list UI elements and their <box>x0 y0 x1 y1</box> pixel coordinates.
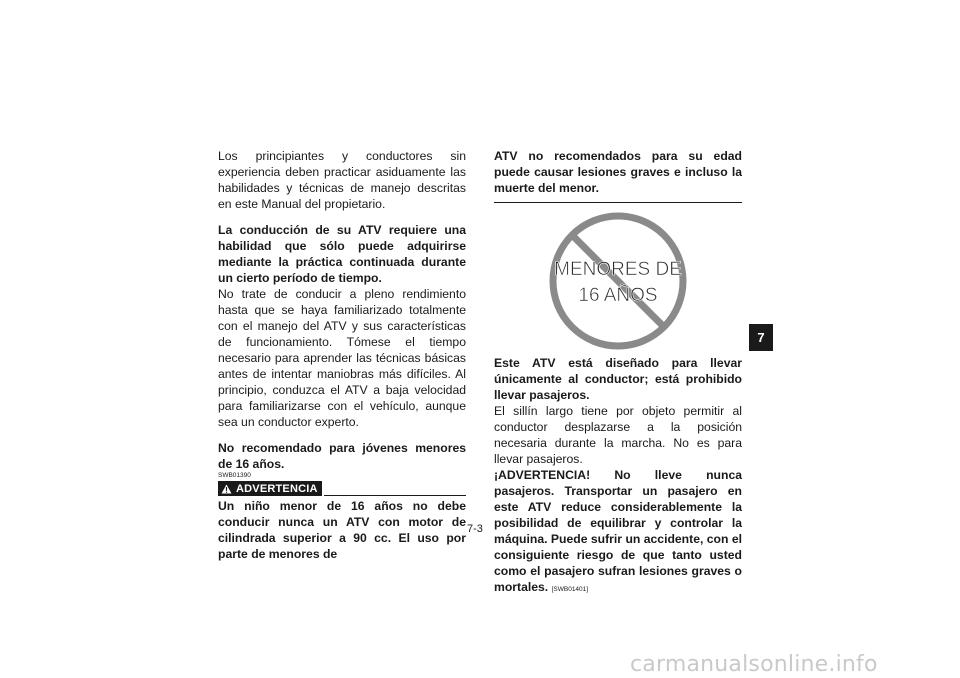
passenger-heading: Este ATV está diseñado para llevar únicamente al conductor; está prohibido llevar pasajeros. <box>494 356 742 402</box>
warning-text: Un niño menor de 16 años no debe conducir nunca un ATV con motor de cilindrada superior a 90 cc. El uso por parte de menores de <box>218 499 466 561</box>
warning-rule <box>324 495 466 496</box>
chapter-tab: 7 <box>749 324 773 351</box>
intro-paragraph: Los principiantes y conductores sin experiencia deben practicar asiduamente las habilidades y técnicas de manejo descritas en este Manual del propietario. <box>218 149 466 211</box>
left-column <box>218 148 466 562</box>
sign-text-line2: 16 AÑOS <box>578 285 658 306</box>
warning-triangle-icon <box>221 484 232 494</box>
warning-header <box>218 480 466 496</box>
warning-badge <box>218 481 322 496</box>
warning-label: ADVERTENCIA <box>236 482 318 495</box>
right-column <box>494 148 742 598</box>
warning-code-2: [SWB01401] <box>551 586 589 593</box>
age-heading: No recomendado para jóvenes menores de 16 años. <box>218 441 466 471</box>
skill-paragraph-bold: La conducción de su ATV requiere una habilidad que sólo puede adquirirse mediante la práctica continuada durante un cierto período de tiempo. <box>218 223 466 285</box>
practice-paragraph: No trate de conducir a pleno rendimiento hasta que se haya familiarizado totalmente con el manejo del ATV y sus características de funcionamiento. Tómese el tiempo necesario para aprender las técnicas básicas antes de intentar maniobras más difíciles. Al principio, conduzca el ATV a baja velocidad para familiarizarse con el vehículo, aunque sea un conductor experto. <box>218 287 466 429</box>
sign-text-line1: MENORES DE <box>554 259 682 280</box>
warning-end-rule <box>494 202 742 203</box>
no-under-16-sign <box>543 207 693 355</box>
passenger-warning <box>494 467 742 598</box>
seat-paragraph: El sillín largo tiene por objeto permitir al conductor desplazarse a la posición necesaria durante la marcha. No es para llevar pasajeros. <box>494 404 742 466</box>
warning-code: SWB01390 <box>218 472 251 479</box>
page-number: 7-3 <box>467 523 483 535</box>
watermark: carmanualsonline.info <box>630 652 878 677</box>
passenger-warning-text: ¡ADVERTENCIA! No lleve nunca pasajeros. Transportar un pasajero en este ATV reduce considerablemente la posibilidad de equilibrar y controlar la máquina. Puede sufrir un accidente, con el consiguiente riesgo de que tanto usted como el pasajero sufran lesiones graves o mortales. <box>494 468 742 594</box>
warning-continuation: ATV no recomendados para su edad puede causar lesiones graves e incluso la muerte del menor. <box>494 149 742 195</box>
